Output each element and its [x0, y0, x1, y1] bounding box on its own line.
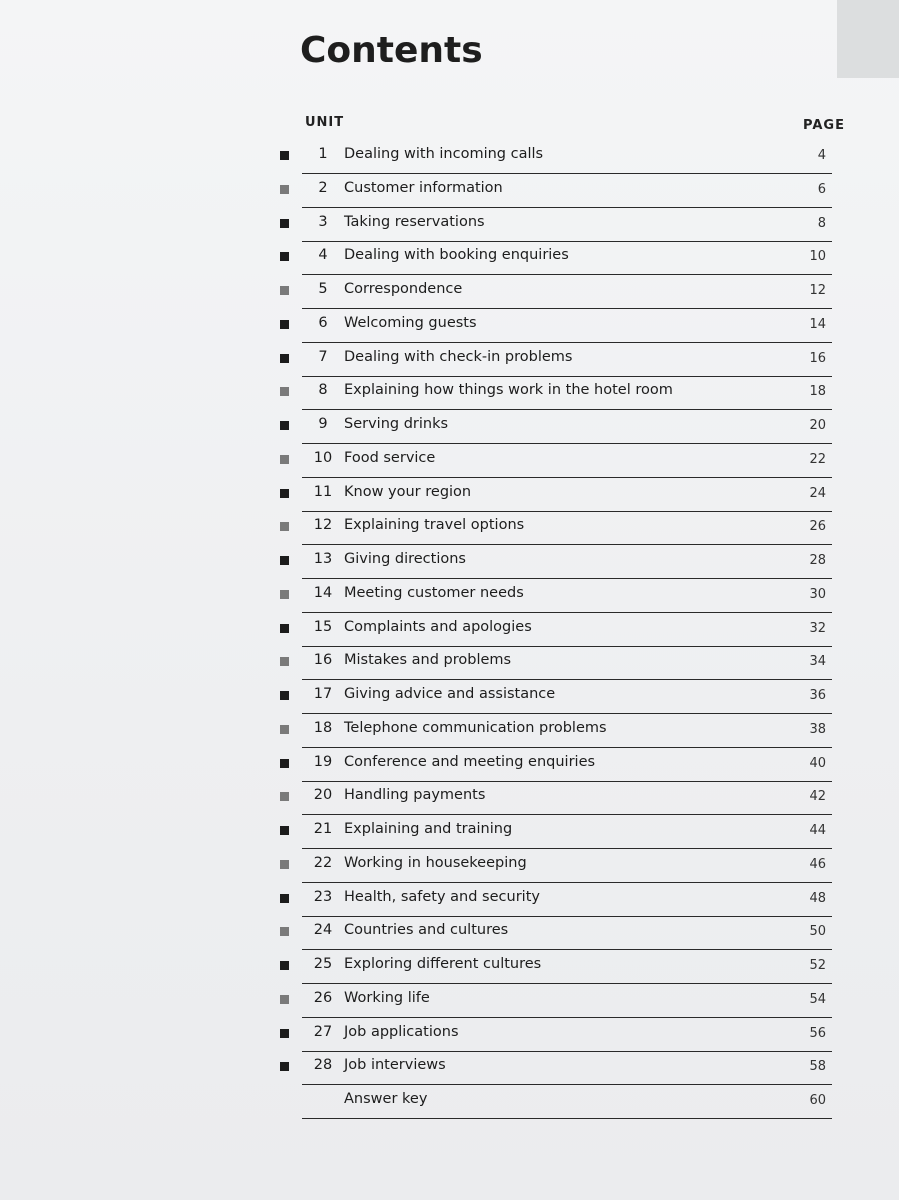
bullet-square-icon [280, 489, 289, 498]
unit-title: Exploring different cultures [344, 956, 542, 972]
unit-number: 22 [313, 854, 333, 871]
page-number: 22 [809, 451, 826, 467]
page-number: 58 [809, 1059, 826, 1075]
unit-title: Giving advice and assistance [344, 686, 556, 702]
page-number: 32 [809, 620, 826, 636]
page-number: 54 [809, 991, 826, 1007]
bullet-square-icon [280, 894, 289, 903]
unit-title: Giving directions [344, 551, 466, 567]
toc-row [280, 444, 832, 478]
page-number: 30 [809, 586, 826, 602]
toc-row [280, 950, 832, 984]
page-number: 10 [809, 249, 826, 265]
bullet-square-icon [280, 657, 289, 666]
page-number: 42 [809, 789, 826, 805]
bullet-square-icon [280, 252, 289, 261]
unit-title: Mistakes and problems [344, 652, 512, 669]
answer-key-row [280, 1085, 832, 1119]
unit-number: 13 [313, 551, 333, 567]
bullet-square-icon [280, 1062, 289, 1071]
unit-title: Dealing with booking enquiries [344, 247, 569, 264]
page-number: 56 [809, 1025, 826, 1041]
page-number: 36 [809, 688, 826, 703]
page-number: 8 [817, 215, 826, 231]
bullet-square-icon [280, 826, 289, 835]
toc-row [280, 916, 832, 950]
bullet-square-icon [280, 759, 289, 768]
page-number: 50 [809, 924, 826, 940]
unit-number: 3 [318, 213, 328, 230]
toc-row [280, 579, 832, 613]
toc-row [280, 174, 832, 208]
bullet-square-icon [280, 624, 289, 633]
page-number: 52 [809, 958, 826, 973]
bullet-square-icon [280, 556, 289, 565]
page-number: 44 [809, 823, 826, 838]
toc-row [280, 309, 832, 343]
bullet-square-icon [280, 421, 289, 430]
unit-number: 6 [318, 314, 328, 331]
page-number: 16 [809, 350, 826, 366]
unit-title: Explaining and training [344, 821, 513, 837]
toc-row [280, 1051, 832, 1085]
unit-column-header: UNIT [305, 115, 345, 130]
unit-title: Conference and meeting enquiries [344, 753, 596, 770]
unit-title: Explaining travel options [344, 517, 525, 534]
unit-number: 19 [313, 753, 333, 770]
toc-row [280, 849, 832, 883]
unit-number: 16 [313, 652, 333, 669]
unit-title: Correspondence [344, 281, 463, 297]
unit-number: 7 [318, 348, 328, 365]
unit-title: Taking reservations [344, 213, 485, 230]
bullet-square-icon [280, 1029, 289, 1038]
bullet-square-icon [280, 151, 289, 160]
bullet-square-icon [280, 792, 289, 801]
unit-title: Complaints and apologies [344, 618, 532, 635]
unit-number: 25 [313, 956, 333, 972]
bullet-square-icon [280, 320, 289, 329]
toc-row [280, 714, 832, 748]
bullet-square-icon [280, 725, 289, 734]
unit-number: 5 [318, 281, 328, 297]
page-number: 12 [809, 283, 826, 298]
toc-row [280, 613, 832, 647]
unit-title: Handling payments [344, 787, 486, 804]
unit-number: 28 [313, 1057, 333, 1074]
page-number: 6 [817, 181, 826, 197]
unit-title: Working life [344, 989, 430, 1006]
unit-title: Serving drinks [344, 416, 449, 432]
unit-number: 10 [313, 449, 333, 466]
unit-number: 12 [313, 517, 333, 534]
unit-number: 9 [318, 416, 328, 432]
page-number: 4 [817, 148, 826, 163]
toc-row [280, 511, 832, 545]
toc-row [280, 410, 832, 444]
unit-title: Dealing with incoming calls [344, 146, 544, 162]
unit-number: 17 [313, 686, 333, 702]
page-number: 48 [809, 890, 826, 906]
unit-title: Meeting customer needs [344, 584, 524, 601]
unit-number: 2 [318, 179, 328, 196]
answer-key-title: Answer key [344, 1091, 428, 1107]
unit-title: Welcoming guests [344, 314, 477, 331]
page-number: 60 [809, 1093, 826, 1108]
toc-row [280, 241, 832, 275]
page-number: 40 [809, 755, 826, 771]
unit-title: Food service [344, 449, 436, 466]
bullet-square-icon [280, 219, 289, 228]
bullet-square-icon [280, 961, 289, 970]
unit-number: 27 [313, 1023, 333, 1040]
unit-number: 11 [313, 483, 333, 500]
toc-row [280, 343, 832, 377]
unit-title: Working in housekeeping [344, 854, 527, 871]
toc-row [280, 781, 832, 815]
bullet-square-icon [280, 387, 289, 396]
unit-number: 14 [313, 584, 333, 601]
bullet-square-icon [280, 286, 289, 295]
toc-row [280, 646, 832, 680]
unit-title: Countries and cultures [344, 922, 509, 939]
toc-row [280, 1018, 832, 1052]
unit-number: 20 [313, 787, 333, 804]
page-number: 28 [809, 553, 826, 568]
toc-row [280, 680, 832, 714]
unit-title: Health, safety and security [344, 888, 540, 905]
bullet-square-icon [280, 455, 289, 464]
toc-row [280, 478, 832, 512]
unit-number: 1 [318, 146, 328, 162]
toc-row [280, 208, 832, 242]
page-number: 18 [809, 384, 826, 400]
page-number: 20 [809, 418, 826, 433]
page-number: 26 [809, 519, 826, 535]
toc-row [280, 545, 832, 579]
unit-number: 8 [318, 382, 328, 399]
toc-row [280, 376, 832, 410]
page-title: Contents [300, 30, 483, 71]
bullet-square-icon [280, 354, 289, 363]
page-number: 34 [809, 654, 826, 670]
toc-row [280, 883, 832, 917]
unit-title: Know your region [344, 483, 472, 500]
unit-title: Job interviews [344, 1057, 446, 1074]
unit-title: Explaining how things work in the hotel room [344, 382, 673, 399]
unit-number: 4 [318, 247, 328, 264]
unit-number: 18 [313, 719, 333, 736]
unit-number: 24 [313, 922, 333, 939]
toc-row [280, 984, 832, 1018]
bullet-square-icon [280, 691, 289, 700]
bullet-square-icon [280, 185, 289, 194]
bullet-square-icon [280, 995, 289, 1004]
page-number: 46 [809, 856, 826, 872]
toc-row [280, 140, 832, 174]
unit-number: 21 [313, 821, 333, 837]
page-number: 24 [809, 485, 826, 501]
bullet-square-icon [280, 590, 289, 599]
toc-row [280, 275, 832, 309]
unit-number: 23 [313, 888, 333, 905]
row-divider [302, 1118, 832, 1119]
unit-number: 26 [313, 989, 333, 1006]
page-column-header: PAGE [803, 118, 845, 133]
unit-title: Telephone communication problems [344, 719, 607, 736]
bullet-square-icon [280, 522, 289, 531]
unit-title: Job applications [344, 1023, 459, 1040]
bullet-square-icon [280, 927, 289, 936]
bullet-square-icon [280, 860, 289, 869]
unit-number: 15 [313, 618, 333, 635]
toc-row [280, 815, 832, 849]
toc-row [280, 748, 832, 782]
unit-title: Dealing with check-in problems [344, 348, 573, 365]
page-number: 38 [809, 721, 826, 737]
unit-title: Customer information [344, 179, 503, 196]
page-number: 14 [809, 316, 826, 332]
